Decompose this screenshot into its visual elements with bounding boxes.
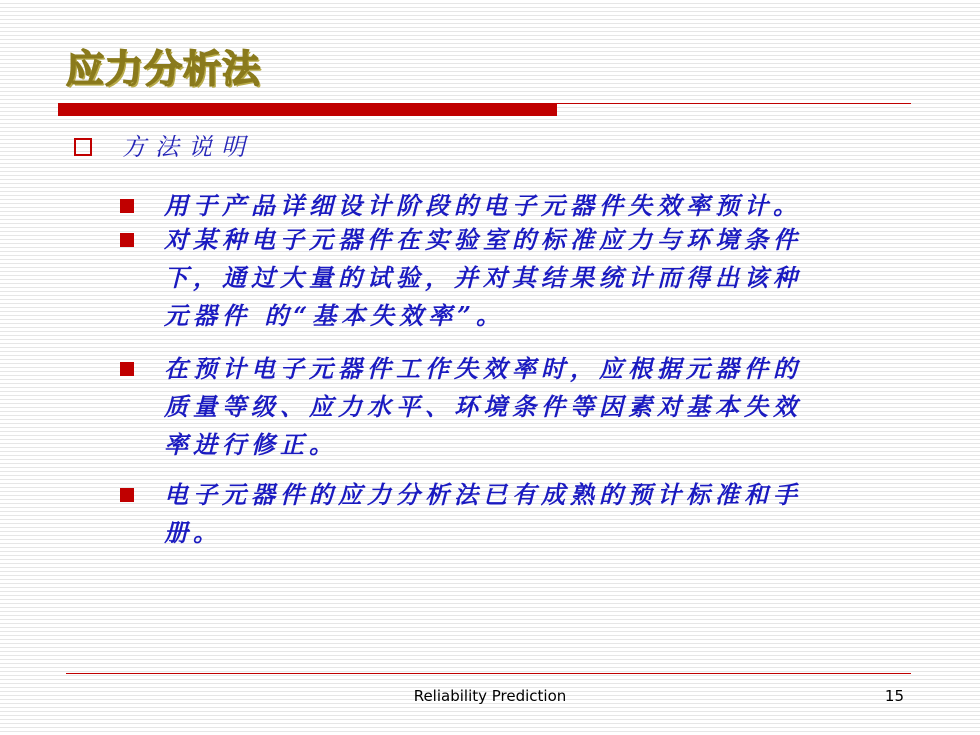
list-item [164, 187, 904, 225]
square-bullet-icon [120, 233, 134, 247]
section-heading-text: 方法说明 [122, 133, 254, 161]
list-item-line: 电子元器件的应力分析法已有成熟的预计标准和手 [164, 480, 802, 509]
square-bullet-icon [120, 199, 134, 213]
page-number: 15 [884, 687, 904, 705]
square-bullet-icon [120, 362, 134, 376]
slide-title: 应力分析法 [66, 47, 262, 91]
hollow-square-bullet-icon [74, 138, 92, 156]
list-item-line: 元器件 的“基本失效率”。 [164, 301, 505, 330]
list-item-line: 用于产品详细设计阶段的电子元器件失效率预计。 [164, 191, 802, 220]
list-item [164, 476, 904, 552]
footer-label: Reliability Prediction [413, 687, 567, 705]
list-item [164, 221, 904, 335]
square-bullet-icon [120, 488, 134, 502]
list-item [164, 350, 904, 464]
footer-divider-line [66, 673, 911, 674]
list-item-line: 质量等级、应力水平、环境条件等因素对基本失效 [164, 392, 802, 421]
list-item-line: 下，通过大量的试验，并对其结果统计而得出该种 [164, 263, 802, 292]
list-item-line: 在预计电子元器件工作失效率时，应根据元器件的 [164, 354, 802, 383]
list-item-line: 册。 [164, 518, 222, 547]
list-item-line: 率进行修正。 [164, 430, 338, 459]
title-divider-bar [58, 103, 557, 116]
list-item-line: 对某种电子元器件在实验室的标准应力与环境条件 [164, 225, 802, 254]
